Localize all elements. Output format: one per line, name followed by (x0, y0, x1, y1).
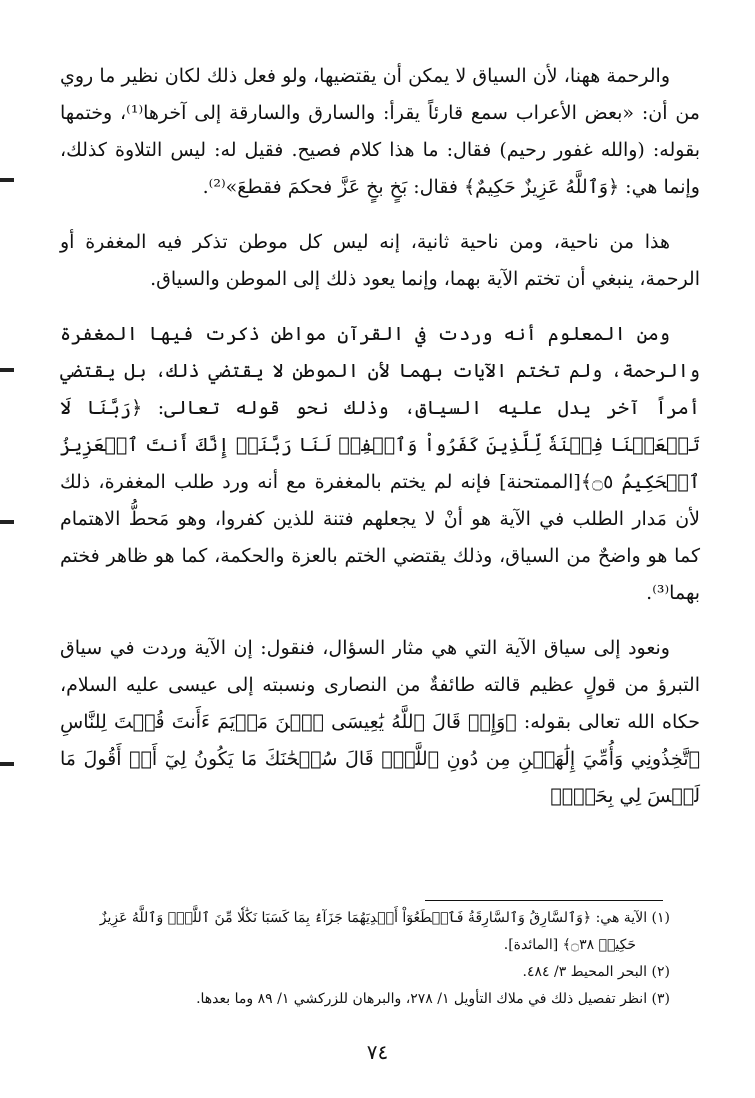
p2-line-2: أو الرحمة، ينبغي أن تختم الآية بهما، وإنما يعود ذلك إلى الموطن (60, 231, 700, 290)
p3-line-3: أمراً آخر يدل عليه السياق، وذلك نحو قوله تعالى: ﴿رَبَّنَا لَا تَجۡعَلۡنَا فِتۡنَةٗ لِّلَّذِينَ (60, 397, 701, 456)
scan-margin-mark (0, 178, 14, 182)
p3-line-1: ومن المعلوم أنه وردت في القرآن مواطن ذكرت فيها المغفرة (60, 323, 670, 345)
p3-line-5: مع أنه ورد طلب المغفرة، ذلك لأن مَدار الطلب في الآية هو أنْ لا (60, 471, 701, 530)
p3-line-2: والرحمة، ولم تختم الآيات بهما لأن الموطن لا يقتضي ذلك، بل يقتضي (60, 360, 700, 382)
footnote-1: (١) الآية هي: ﴿وَٱلسَّارِقُ وَٱلسَّارِقَةُ فَٱقۡطَعُوٓاْ أَيۡدِيَهُمَا جَزَآءَۢ بِمَا كَسَبَا نَكَٰلٗا مِّنَ ٱللَّهِۗ وَٱللَّهُ عَزِيزٌ (99, 910, 670, 926)
p1-line-5: عَزَّ فحكمَ فقطعَ»⁽²⁾. (202, 176, 361, 198)
footnote-2: (٢) البحر المحيط ٣/ ٤٨٤. (522, 964, 670, 980)
scan-margin-mark (0, 368, 14, 372)
paragraph-1 (60, 58, 700, 206)
p4-line-1: ونعود إلى سياق الآية التي هي مثار السؤال، فنقول: إن الآية وردت (142, 637, 670, 659)
p3-line-6: يجعلهم فتنة للذين كفروا، وهو مَحطُّ الاهتمام كما هو واضحٌ من السياق، (60, 508, 700, 567)
page-body (60, 58, 700, 833)
p2-line-1: هذا من ناحية، ومن ناحية ثانية، إنه ليس كل موطن تذكر فيه المغفرة (85, 231, 671, 253)
footnote-3: (٣) انظر تفصيل ذلك في ملاك التأويل ١/ ٢٧٨، والبرهان للزركشي ١/ ٨٩ وما بعدها. (196, 991, 670, 1007)
p3-line-7: وذلك يقتضي الختم بالعزة والحكمة، كما هو ظاهر فختم بهما⁽³⁾. (60, 545, 700, 604)
p1-line-4: فقيل له: ليس التلاوة كذلك، وإنما هي: ﴿وَٱللَّهُ عَزِيزٌ حَكِيمٌ﴾ فقال: بَخٍ بخٍ (60, 139, 700, 198)
p4-line-3: عليه السلام، حكاه الله تعالى بقوله: ﴿وَإِذۡ قَالَ ٱللَّهُ يَٰعِيسَى ٱبۡنَ مَرۡيَمَ ءَأَنتَ قُلۡتَ (60, 674, 701, 733)
page-number: ٧٤ (366, 1040, 389, 1064)
p4-line-4: لِلنَّاسِ ٱتَّخِذُونِي وَأُمِّيَ إِلَٰهَيۡنِ مِن دُونِ ٱللَّهِۖ قَالَ سُبۡحَٰنَكَ مَا يَكُونُ لِيٓ أَنۡ أَقُولَ مَا لَيۡسَ لِي بِحَقٍّۚ (60, 711, 700, 807)
p2-line-3: والسياق. (150, 268, 220, 290)
paragraph-3 (60, 316, 700, 612)
scan-margin-mark (0, 520, 14, 524)
p1-line-2: ما روي من أن: «بعض الأعراب سمع قارئاً يقرأ: والسارق والسارقة إلى (60, 65, 700, 124)
footnotes (60, 905, 670, 1013)
p1-line-1: والرحمة ههنا، لأن السياق لا يمكن أن يقتضيها، ولو فعل ذلك لكان نظير (121, 65, 671, 87)
p3-line-4: كَفَرُواْ وَٱغۡفِرۡ لَنَا رَبَّنَآۖ إِنَّكَ أَنتَ ٱلۡعَزِيزُ ٱلۡحَكِيمُ ۝٥﴾[الممتحنة] فإنه لم يختم بالمغفرة (60, 434, 700, 493)
paragraph-2 (60, 224, 700, 298)
p4-line-2: في سياق التبرؤ من قولٍ عظيم قالته طائفةٌ من النصارى ونسبته إلى عيسى (60, 637, 700, 696)
footnote-1-continued: حَكِيمٞ ۝٣٨﴾ [المائدة]. (503, 937, 636, 953)
scan-margin-mark (0, 762, 14, 766)
footnote-separator (425, 900, 663, 901)
p1-line-3: آخرها⁽¹⁾، وختمها بقوله: (والله غفور رحيم) فقال: ما هذا كلام فصيح. (60, 102, 700, 161)
paragraph-4 (60, 630, 700, 815)
